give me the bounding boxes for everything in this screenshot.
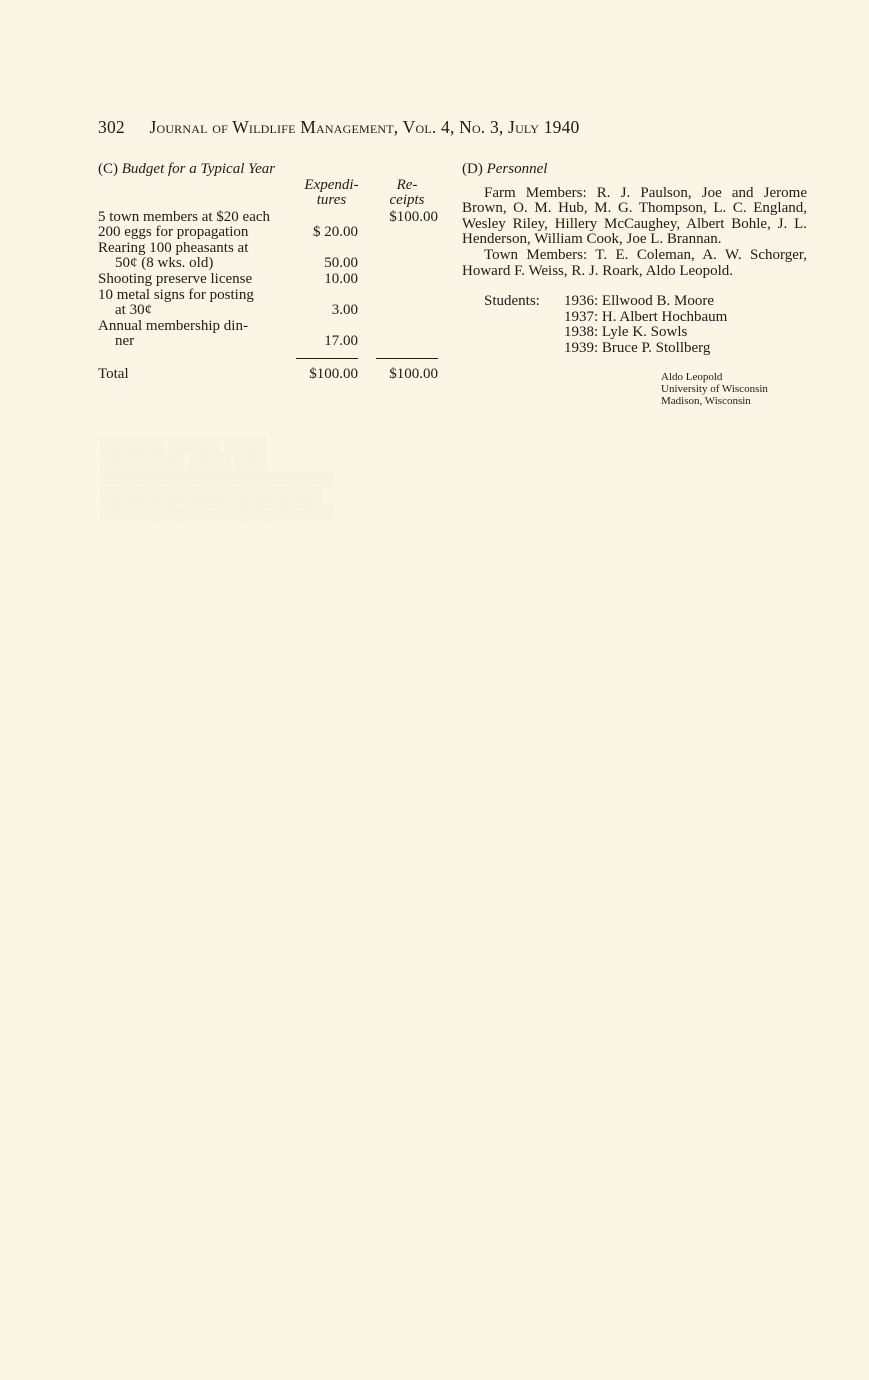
budget-title: Budget for a Typical Year: [121, 161, 276, 177]
budget-row: [98, 334, 443, 350]
budget-item-label: ner: [115, 333, 135, 350]
budget-item-label: Shooting preserve license: [98, 270, 253, 287]
budget-heading: [98, 162, 443, 178]
budget-item-receipt: $100.00: [389, 208, 438, 225]
budget-total-row: [98, 367, 443, 383]
journal-title: Journal of Wildlife Management, Vol. 4, No. 3, July 1940: [149, 117, 580, 137]
farm-members-paragraph: Farm Members: R. J. Paulson, Joe and Jerome Brown, O. M. Hub, M. G. Thompson, L. C. England, Wesley Riley, Hillery McCaughey, Albert Bohle, J. L. Henderson, William Cook, Joe L. Brannan.: [462, 184, 807, 248]
budget-item-label: 10 metal signs for posting: [98, 286, 254, 303]
budget-column-headers: [98, 178, 443, 210]
expenditures-header: Expendi- tures: [304, 176, 359, 209]
author-signature: [661, 371, 807, 407]
signature-location: Madison, Wisconsin: [661, 394, 751, 407]
receipts-rule: [376, 358, 438, 359]
budget-item-label: 50¢ (8 wks. old): [115, 255, 214, 272]
student-entry: 1936: Ellwood B. Moore: [564, 293, 714, 310]
budget-row: [98, 210, 443, 226]
budget-section: [98, 162, 443, 383]
personnel-section: [462, 162, 807, 407]
budget-item-expenditure: 3.00: [331, 302, 358, 319]
budget-item-expenditure: 50.00: [324, 255, 358, 272]
student-entry: 1938: Lyle K. Sowls: [564, 324, 688, 341]
budget-item-expenditure: 10.00: [324, 270, 358, 287]
student-entry: 1937: H. Albert Hochbaum: [564, 308, 728, 325]
total-receipts: $100.00: [389, 365, 438, 382]
page-number: 302: [98, 117, 125, 137]
budget-item-label: 5 town members at $20 each: [98, 208, 271, 225]
budget-rows: [98, 210, 443, 350]
signature-name: Aldo Leopold: [661, 370, 723, 383]
budget-row: [98, 303, 443, 319]
students-list: [462, 294, 807, 356]
receipts-header: Re- ceipts: [389, 176, 425, 209]
budget-item-expenditure: 17.00: [324, 333, 358, 350]
budget-item-label: 200 eggs for propagation: [98, 224, 249, 241]
signature-affiliation: University of Wisconsin: [661, 382, 768, 395]
student-entry: 1939: Bruce P. Stollberg: [564, 339, 711, 356]
total-label: Total: [98, 365, 129, 382]
budget-row: [98, 225, 443, 241]
expenditures-rule: [296, 358, 358, 359]
budget-row: [98, 319, 443, 335]
personnel-label: (D): [462, 161, 483, 177]
running-header: [98, 117, 738, 138]
budget-row: [98, 241, 443, 257]
budget-item-expenditure: $ 20.00: [313, 224, 358, 241]
total-rules: [98, 350, 443, 364]
bleed-through-left: ▒▒▒▒▒▒ ▒▒▒▒▒ ▒▒▒▒ ▒▒▒▒▒▒▒▒ ▒▒▒▒ ▒▒▒ ▒▒▒▒▒▒▒▒▒▒▒▒▒▒▒▒▒▒▒▒▒▒ ▒▒▒▒▒▒▒▒▒▒▒▒▒▒▒▒▒▒▒▒▒ ▒▒▒▒▒▒▒▒▒▒▒▒▒▒▒▒▒▒▒▒▒▒: [100, 437, 334, 521]
total-expenditures: $100.00: [309, 365, 358, 382]
personnel-title: Personnel: [486, 161, 548, 177]
budget-item-label: at 30¢: [115, 302, 153, 319]
budget-item-label: Rearing 100 pheasants at: [98, 239, 249, 256]
town-members-paragraph: Town Members: T. E. Coleman, A. W. Schorger, Howard F. Weiss, R. J. Roark, Aldo Leopold.: [462, 246, 807, 279]
students-label: Students:: [484, 293, 540, 310]
budget-row: [98, 256, 443, 272]
budget-row: [98, 272, 443, 288]
personnel-heading: [462, 162, 807, 178]
budget-item-label: Annual membership din-: [98, 317, 248, 334]
budget-row: [98, 288, 443, 304]
budget-label: (C): [98, 161, 118, 177]
